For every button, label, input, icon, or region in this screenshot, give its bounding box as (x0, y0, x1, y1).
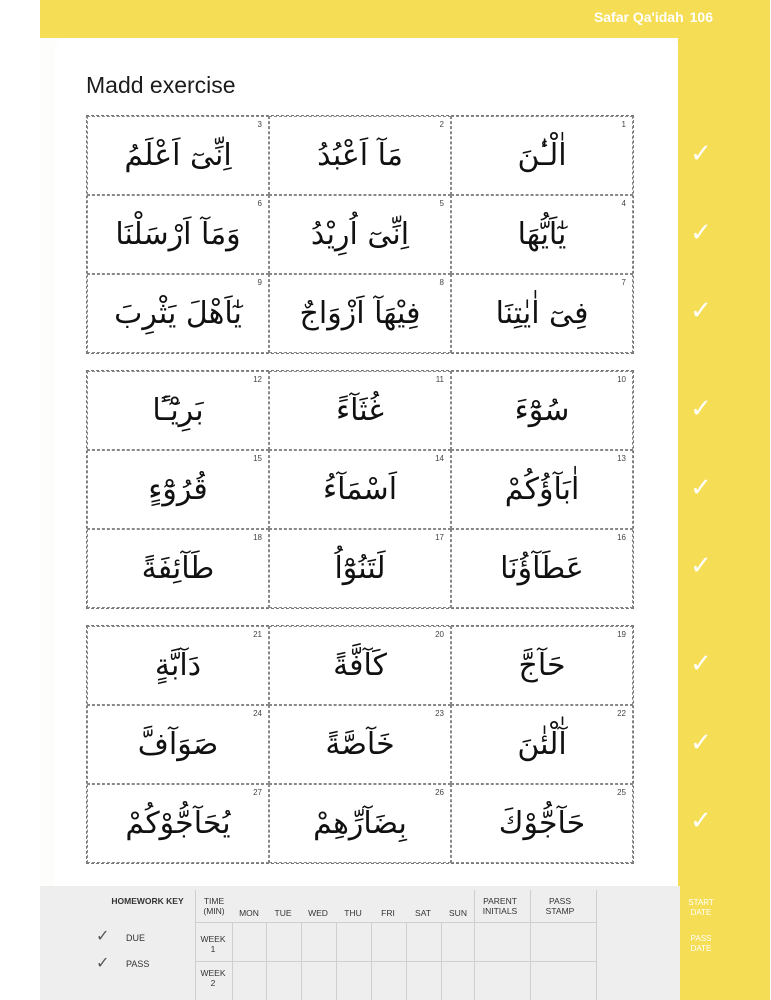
table-divider (195, 890, 196, 1000)
table-divider (596, 890, 597, 1000)
cell-number: 17 (435, 533, 444, 542)
book-title: Safar Qa'idah (593, 9, 684, 25)
cell-number: 22 (617, 709, 626, 718)
cell-number: 25 (617, 788, 626, 797)
arabic-word: حَآجَّ (518, 648, 566, 683)
exercise-cell (87, 626, 269, 705)
cell-number: 14 (435, 454, 444, 463)
exercise-cell (451, 116, 633, 195)
checkmark-icon[interactable]: ✓ (690, 551, 712, 581)
pass-stamp-header: PASS STAMP (545, 896, 575, 916)
table-divider (530, 890, 531, 1000)
cell-number: 9 (257, 278, 262, 287)
due-check-icon: ✓ (96, 926, 110, 945)
pass-label: PASS (126, 959, 150, 969)
exercise-cell (87, 784, 269, 863)
table-row-divider (196, 961, 596, 962)
exercise-cell (269, 529, 451, 608)
arabic-word: یٰٓاَهْلَ یَثْرِبَ (114, 296, 242, 331)
exercise-cell (451, 195, 633, 274)
day-wed: WED (308, 908, 328, 918)
section-title: Madd exercise (86, 72, 236, 98)
arabic-word: اِنِّیٓ اُرِیْدُ (310, 217, 410, 252)
arabic-word: مَآ اَعْبُدُ (317, 138, 403, 173)
exercise-cell (269, 450, 451, 529)
arabic-word: اٰبَآؤُكُمْ (504, 472, 580, 507)
cell-number: 19 (617, 630, 626, 639)
checkmark-icon[interactable]: ✓ (690, 728, 712, 758)
exercise-cell (269, 116, 451, 195)
exercise-cell (87, 195, 269, 274)
week-2-label: WEEK 2 (200, 968, 226, 988)
exercise-cell (269, 784, 451, 863)
cell-number: 3 (257, 120, 262, 129)
homework-key-title: HOMEWORK KEY (111, 896, 184, 906)
arabic-word: لَتَنُوْٓاُ (334, 551, 386, 586)
start-date-label: START DATE (688, 898, 714, 917)
table-row-divider (196, 922, 596, 923)
checkmark-icon[interactable]: ✓ (690, 139, 712, 169)
cell-number: 13 (617, 454, 626, 463)
exercise-cell (269, 705, 451, 784)
arabic-word: دَآبَّةٍ (154, 648, 202, 683)
arabic-word: وَمَآ اَرْسَلْنَا (115, 217, 241, 252)
cell-number: 7 (621, 278, 626, 287)
checkmark-icon[interactable]: ✓ (690, 296, 712, 326)
day-mon: MON (239, 908, 259, 918)
exercise-cell (269, 274, 451, 353)
exercise-cell (451, 626, 633, 705)
exercise-cell (451, 705, 633, 784)
day-tue: TUE (274, 908, 292, 918)
exercise-cell (451, 784, 633, 863)
arabic-word: یُحَآجُّوْكُمْ (125, 806, 231, 841)
cell-number: 21 (253, 630, 262, 639)
checkmark-icon[interactable]: ✓ (690, 218, 712, 248)
cell-number: 26 (435, 788, 444, 797)
checkmark-icon[interactable]: ✓ (690, 806, 712, 836)
checkmark-icon[interactable]: ✓ (690, 473, 712, 503)
arabic-word: فِیْهَآ اَزْوَاجٌ (299, 296, 421, 331)
arabic-word: طَآئِفَةً (141, 551, 215, 586)
exercise-cell (451, 529, 633, 608)
arabic-word: عَطَآؤُنَا (500, 551, 584, 586)
pass-date-label: PASS DATE (690, 934, 712, 953)
table-divider (474, 890, 475, 1000)
cell-number: 5 (439, 199, 444, 208)
arabic-word: خَآصَّةً (325, 727, 395, 762)
cell-number: 6 (257, 199, 262, 208)
exercise-cell (269, 195, 451, 274)
exercise-cell (87, 371, 269, 450)
page-number: 106 (689, 9, 713, 25)
exercise-grid-1 (86, 115, 634, 354)
arabic-word: سُوْٓءَ (514, 393, 570, 428)
week-1-label: WEEK 1 (200, 934, 226, 954)
cell-number: 12 (253, 375, 262, 384)
arabic-word: بِضَآرِّهِمْ (313, 806, 407, 841)
exercise-grid-3 (86, 625, 634, 864)
arabic-word: صَوَآفَّ (137, 727, 219, 762)
cell-number: 23 (435, 709, 444, 718)
arabic-word: یٰٓاَیُّهَا (517, 217, 567, 252)
header-title (594, 9, 713, 25)
day-thu: THU (344, 908, 362, 918)
arabic-word: فِیٓ اٰیٰتِنَا (495, 296, 589, 331)
cell-number: 15 (253, 454, 262, 463)
cell-number: 8 (439, 278, 444, 287)
exercise-cell (87, 705, 269, 784)
arabic-word: آٰلْئٰنَ (517, 727, 567, 762)
checkmark-icon[interactable]: ✓ (690, 649, 712, 679)
day-sun: SUN (449, 908, 467, 918)
parent-initials-header: PARENT INITIALS (482, 896, 518, 916)
cell-number: 20 (435, 630, 444, 639)
exercise-cell (87, 529, 269, 608)
exercise-cell (451, 274, 633, 353)
exercise-cell (87, 274, 269, 353)
cell-number: 16 (617, 533, 626, 542)
arabic-word: حَآجُّوْكَ (498, 806, 586, 841)
exercise-cell (451, 371, 633, 450)
arabic-word: اِنِّیٓ اَعْلَمُ (124, 138, 232, 173)
arabic-word: قُرُوْٓءٍ (148, 472, 208, 507)
cell-number: 27 (253, 788, 262, 797)
cell-number: 18 (253, 533, 262, 542)
cell-number: 10 (617, 375, 626, 384)
exercise-grid-2 (86, 370, 634, 609)
pass-check-icon: ✓ (96, 953, 110, 972)
arabic-word: اٰلْـٰٔنَ (517, 138, 567, 173)
checkmark-icon[interactable]: ✓ (690, 394, 712, 424)
cell-number: 1 (621, 120, 626, 129)
cell-number: 24 (253, 709, 262, 718)
day-sat: SAT (415, 908, 431, 918)
exercise-cell (87, 116, 269, 195)
arabic-word: غُثَآءً (336, 393, 384, 428)
arabic-word: كَآفَّةً (333, 648, 387, 683)
exercise-cell (269, 626, 451, 705)
cell-number: 11 (435, 375, 444, 384)
day-fri: FRI (381, 908, 395, 918)
exercise-cell (269, 371, 451, 450)
exercise-cell (87, 450, 269, 529)
arabic-word: بَرِیْٓـًٔا (152, 393, 204, 428)
time-column-header: TIME (MIN) (203, 896, 225, 916)
exercise-cell (451, 450, 633, 529)
due-label: DUE (126, 933, 146, 943)
cell-number: 4 (621, 199, 626, 208)
arabic-word: اَسْمَآءُ (322, 472, 398, 507)
cell-number: 2 (439, 120, 444, 129)
